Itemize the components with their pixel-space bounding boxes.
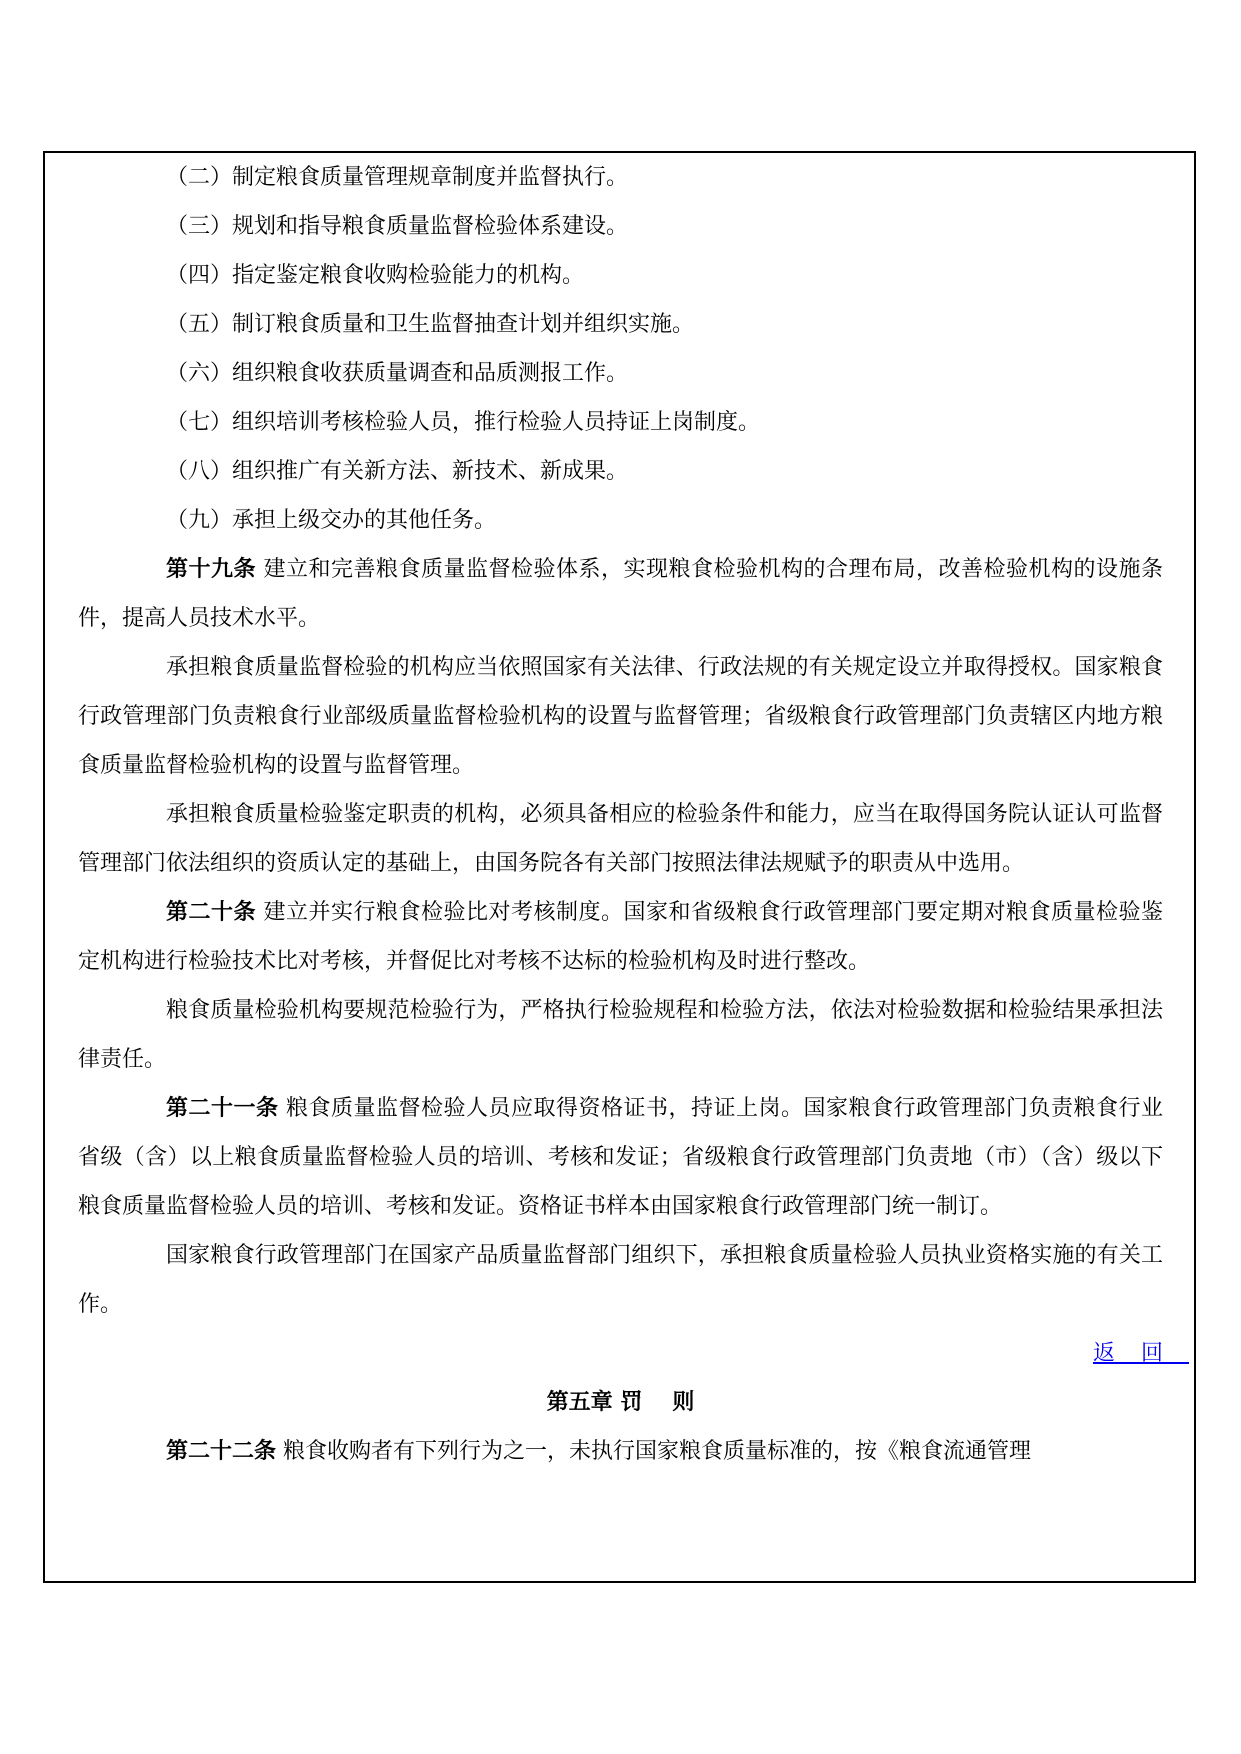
article-19 [78, 545, 1163, 643]
article-number: 第十九条 [166, 556, 256, 582]
list-item: （二）制定粮食质量管理规章制度并监督执行。 [166, 165, 629, 190]
list-item: （七）组织培训考核检验人员，推行检验人员持证上岗制度。 [166, 410, 761, 435]
document-frame [43, 151, 1196, 1583]
article-19-paragraph-2: 承担粮食质量监督检验的机构应当依照国家有关法律、行政法规的有关规定设立并取得授权。国家粮食行政管理部门负责粮食行业部级质量监督检验机构的设置与监督管理；省级粮食行政管理部门负责辖区内地方粮食质量监督检验机构的设置与监督管理。 [78, 655, 1163, 778]
article-22 [78, 1427, 1163, 1476]
article-number: 第二十二条 [166, 1438, 277, 1464]
list-item: （八）组织推广有关新方法、新技术、新成果。 [166, 459, 629, 484]
article-19-paragraph-3: 承担粮食质量检验鉴定职责的机构，必须具备相应的检验条件和能力，应当在取得国务院认证认可监督管理部门依法组织的资质认定的基础上，由国务院各有关部门按照法律法规赋予的职责从中选用。 [78, 802, 1163, 876]
list-item: （六）组织粮食收获质量调查和品质测报工作。 [166, 361, 629, 386]
article-text: 粮食质量监督检验人员应取得资格证书，持证上岗。国家粮食行政管理部门负责粮食行业省级（含）以上粮食质量监督检验人员的培训、考核和发证；省级粮食行政管理部门负责地（市）（含）级以下粮食质量监督检验人员的培训、考核和发证。资格证书样本由国家粮食行政管理部门统一制订。 [78, 1096, 1163, 1219]
list-item: （四）指定鉴定粮食收购检验能力的机构。 [166, 263, 585, 288]
article-text: 建立并实行粮食检验比对考核制度。国家和省级粮食行政管理部门要定期对粮食质量检验鉴定机构进行检验技术比对考核，并督促比对考核不达标的检验机构及时进行整改。 [78, 900, 1163, 974]
list-item: （三）规划和指导粮食质量监督检验体系建设。 [166, 214, 629, 239]
list-item: （五）制订粮食质量和卫生监督抽查计划并组织实施。 [166, 312, 695, 337]
article-20 [78, 888, 1163, 986]
article-number: 第二十一条 [166, 1095, 279, 1121]
article-20-paragraph-2: 粮食质量检验机构要规范检验行为，严格执行检验规程和检验方法，依法对检验数据和检验结果承担法律责任。 [78, 998, 1163, 1072]
article-21-paragraph-2: 国家粮食行政管理部门在国家产品质量监督部门组织下，承担粮食质量检验人员执业资格实施的有关工作。 [78, 1243, 1163, 1317]
chapter-number: 第五章 [546, 1389, 613, 1415]
chapter-title-char-2: 则 [672, 1389, 695, 1415]
back-link-row [78, 1329, 1189, 1378]
chapter-heading [78, 1378, 1163, 1427]
document-body [78, 153, 1189, 1476]
list-item: （九）承担上级交办的其他任务。 [166, 508, 497, 533]
article-text: 建立和完善粮食质量监督检验体系，实现粮食检验机构的合理布局，改善检验机构的设施条件，提高人员技术水平。 [78, 557, 1163, 631]
chapter-title-char-1: 罚 [620, 1389, 643, 1415]
back-link[interactable]: 返回 [1092, 1341, 1189, 1366]
article-21 [78, 1084, 1163, 1231]
article-text: 粮食收购者有下列行为之一，未执行国家粮食质量标准的，按《粮食流通管理 [283, 1439, 1032, 1464]
article-number: 第二十条 [166, 899, 256, 925]
